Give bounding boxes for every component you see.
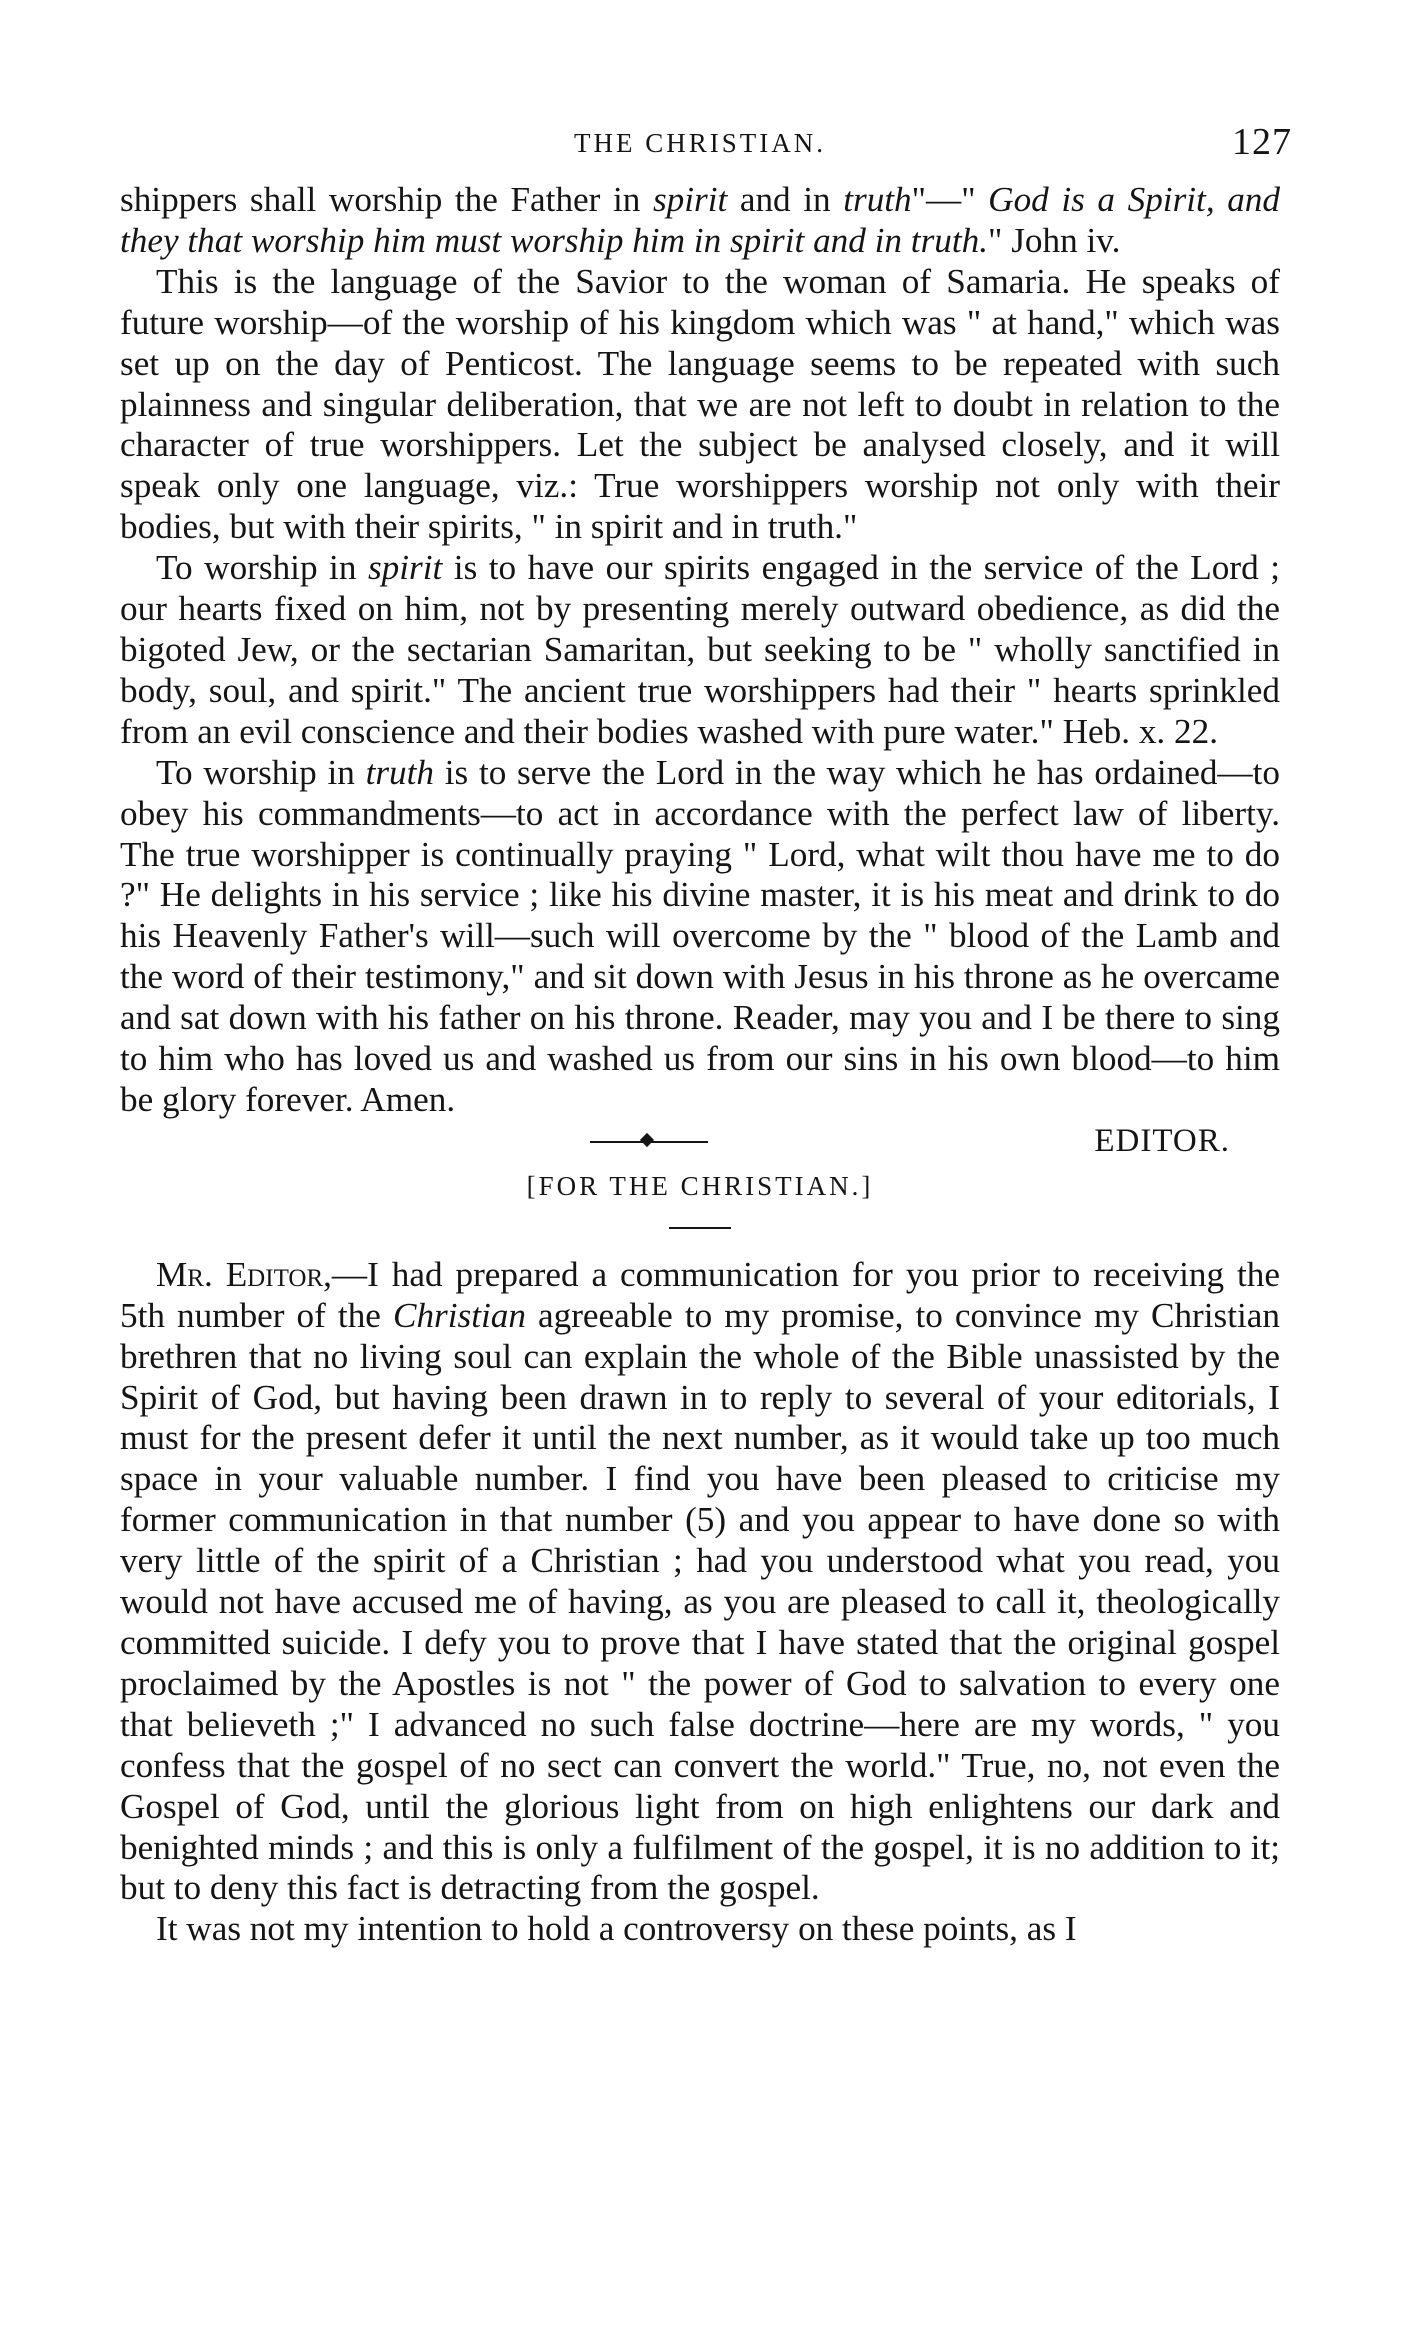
scripture-reference: " John iv. — [988, 220, 1121, 260]
text-run: agreeable to my promise, to convince my Christian brethren that no living soul can explain the whole of the Bible unassisted by the Spirit of God, but having been drawn in to reply to several of your editorials, I must for the present defer it until the next number, as it would take up too much space in your valuable number. I find you have been pleased to criticise my former communication in that number (5) and you appear to have done so with very little of the spirit of a Christian ; had you understood what you read, you would not have accused me of having, as you are pleased to call it, theologically committed suicide. I defy you to prove that I have stated that the original gospel proclaimed by the Apostles is not " the power of God to salvation to every one that believeth ;" I advanced no such false doctrine—here are my words, " you confess that the gospel of no sect can convert the world." True, no, not even the Gospel of God, until the glorious light from on high enlightens our dark and benighted minds ; and this is only a fulfilment of the gospel, it is no addition to it; but to deny this fact is detracting from the gospel. — [120, 1295, 1280, 1908]
italic-text: spirit — [652, 180, 728, 219]
heading-rule — [669, 1227, 731, 1229]
paragraph-continuation — [120, 180, 1280, 262]
paragraph — [120, 548, 1280, 753]
diamond-ornament-icon — [640, 1133, 654, 1147]
ornamental-divider — [590, 1141, 708, 1147]
text-run: To worship in — [156, 752, 366, 792]
letter-section — [120, 1165, 1280, 1950]
paragraph: This is the language of the Savior to the woman of Samaria. He speaks of future worship—of the worship of his kingdom which was " at hand," which was set up on the day of Penticost. The language seems to be repeated with such plainness and singular deliberation, that we are not left to doubt in relation to the character of true worshippers. Let the subject be analysed closely, and it will speak only one language, viz.: True worshippers worship not only with their bodies, but with their spirits, " in spirit and in truth." — [120, 261, 1280, 547]
signature-row — [120, 1121, 1280, 1161]
italic-text: Christian — [392, 1295, 526, 1335]
text-run: To worship in — [156, 548, 368, 588]
page-number: 127 — [1232, 121, 1292, 163]
text-run: shippers shall worship the Father in — [120, 180, 653, 219]
running-title: THE CHRISTIAN. — [574, 128, 826, 158]
paragraph — [120, 1255, 1280, 1910]
italic-text: spirit — [367, 548, 443, 588]
paragraph — [120, 753, 1280, 1121]
italic-text: truth — [365, 752, 435, 792]
running-head — [120, 120, 1292, 180]
editor-signature: EDITOR. — [1094, 1122, 1230, 1159]
editorial-section — [120, 180, 1280, 1161]
text-run: is to have our spirits engaged in the service of the Lord ; our hearts fixed on him, not by presenting merely outward obedience, as did the bigoted Jew, or the sectarian Samaritan, but seeking to be " wholly sanctified in body, soul, and spirit." The ancient true worshippers had their " hearts sprinkled from an evil conscience and their bodies washed with pure water." Heb. x. 22. — [120, 548, 1280, 751]
text-run: and in — [727, 180, 844, 219]
italic-text: truth — [843, 180, 912, 219]
text-run: —I had prepared a communication for you prior to receiving the 5th number of the — [120, 1254, 1281, 1335]
salutation: Mr. Editor, — [156, 1254, 332, 1294]
italic-quotation: God is a Spirit, and they that worship him must worship him in spirit and in truth. — [120, 180, 1280, 260]
book-page — [120, 120, 1292, 1950]
text-run: is to serve the Lord in the way which he has ordained—to obey his commandments—to act in accordance with the perfect law of liberty. The true worshipper is continually praying " Lord, what wilt thou have me to do ?" He delights in his service ; like his divine master, it is his meat and drink to do his Heavenly Father's will—such will overcome by the " blood of the Lamb and the word of their testimony," and sit down with Jesus in his throne as he overcame and sat down with his father on his throne. Reader, may you and I be there to sing to him who has loved us and washed us from our sins in his own blood—to him be glory forever. Amen. — [120, 752, 1280, 1119]
paragraph: It was not my intention to hold a controversy on these points, as I — [156, 1909, 1077, 1949]
section-heading: [FOR THE CHRISTIAN.] — [526, 1170, 874, 1201]
text-run: "—" — [911, 180, 989, 219]
